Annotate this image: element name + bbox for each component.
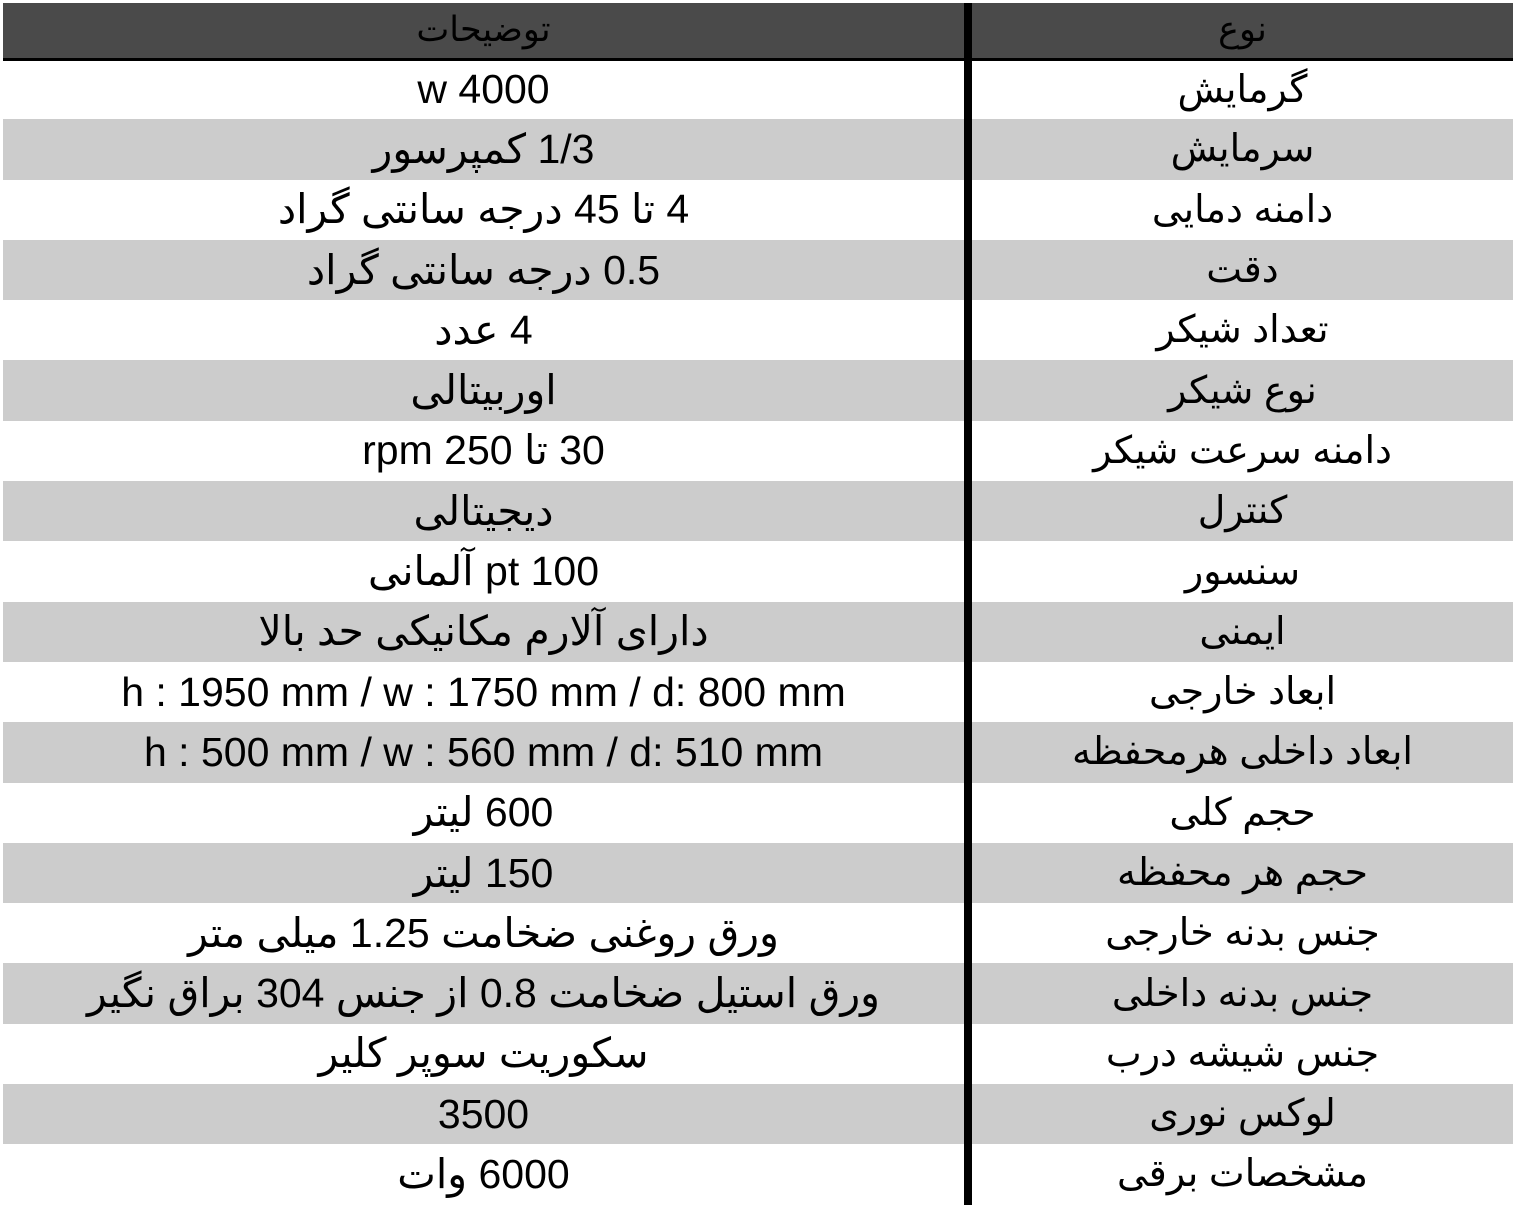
- description-cell: 4 عدد: [3, 300, 964, 360]
- table-body: [3, 59, 1513, 1205]
- description-cell: دیجیتالی: [3, 481, 964, 541]
- column-divider: [964, 903, 972, 963]
- type-cell: نوع شیکر: [972, 360, 1513, 420]
- type-cell: حجم هر محفظه: [972, 843, 1513, 903]
- column-divider: [964, 1024, 972, 1084]
- specifications-table: [3, 3, 1513, 1205]
- type-cell: حجم کلی: [972, 783, 1513, 843]
- description-cell: 6000 وات: [3, 1144, 964, 1204]
- description-cell: 4 تا 45 درجه سانتی گراد: [3, 180, 964, 240]
- description-cell: w 4000: [3, 59, 964, 119]
- column-divider: [964, 662, 972, 722]
- type-cell: جنس بدنه خارجی: [972, 903, 1513, 963]
- column-divider: [964, 1144, 972, 1204]
- description-cell: اوربیتالی: [3, 360, 964, 420]
- column-divider: [964, 240, 972, 300]
- description-cell: ورق استیل ضخامت 0.8 از جنس 304 براق نگیر: [3, 963, 964, 1023]
- column-divider: [964, 119, 972, 179]
- type-cell: سرمایش: [972, 119, 1513, 179]
- type-cell: سنسور: [972, 541, 1513, 601]
- description-cell: دارای آلارم مکانیکی حد بالا: [3, 602, 964, 662]
- table-row: [3, 119, 1513, 179]
- table-row: [3, 843, 1513, 903]
- description-cell: 30 تا 250 rpm: [3, 421, 964, 481]
- column-divider: [964, 963, 972, 1023]
- table-row: [3, 963, 1513, 1023]
- description-cell: 3500: [3, 1084, 964, 1144]
- description-cell: pt 100 آلمانی: [3, 541, 964, 601]
- table-row: [3, 421, 1513, 481]
- table-row: [3, 1024, 1513, 1084]
- type-cell: دامنه دمایی: [972, 180, 1513, 240]
- table-row: [3, 59, 1513, 119]
- description-cell: 0.5 درجه سانتی گراد: [3, 240, 964, 300]
- type-cell: مشخصات برقی: [972, 1144, 1513, 1204]
- type-cell: دقت: [972, 240, 1513, 300]
- column-divider: [964, 1084, 972, 1144]
- header-description: توضیحات: [3, 3, 964, 59]
- table-row: [3, 360, 1513, 420]
- table-row: [3, 783, 1513, 843]
- type-cell: گرمایش: [972, 59, 1513, 119]
- table-row: [3, 903, 1513, 963]
- table-header-row: [3, 3, 1513, 59]
- type-cell: تعداد شیکر: [972, 300, 1513, 360]
- column-divider: [964, 59, 972, 119]
- description-cell: 1/3 کمپرسور: [3, 119, 964, 179]
- column-divider: [964, 3, 972, 59]
- description-cell: 150 لیتر: [3, 843, 964, 903]
- table-row: [3, 541, 1513, 601]
- column-divider: [964, 843, 972, 903]
- column-divider: [964, 722, 972, 782]
- description-cell: سکوریت سوپر کلیر: [3, 1024, 964, 1084]
- column-divider: [964, 602, 972, 662]
- column-divider: [964, 481, 972, 541]
- description-cell: h : 1950 mm / w : 1750 mm / d: 800 mm: [3, 662, 964, 722]
- type-cell: دامنه سرعت شیکر: [972, 421, 1513, 481]
- table-row: [3, 722, 1513, 782]
- column-divider: [964, 180, 972, 240]
- table-row: [3, 662, 1513, 722]
- type-cell: ایمنی: [972, 602, 1513, 662]
- table-row: [3, 481, 1513, 541]
- column-divider: [964, 541, 972, 601]
- table-row: [3, 1144, 1513, 1204]
- type-cell: ابعاد خارجی: [972, 662, 1513, 722]
- type-cell: جنس شیشه درب: [972, 1024, 1513, 1084]
- type-cell: ابعاد داخلی هرمحفظه: [972, 722, 1513, 782]
- description-cell: 600 لیتر: [3, 783, 964, 843]
- column-divider: [964, 421, 972, 481]
- table-row: [3, 300, 1513, 360]
- column-divider: [964, 300, 972, 360]
- table-row: [3, 180, 1513, 240]
- type-cell: کنترل: [972, 481, 1513, 541]
- type-cell: جنس بدنه داخلی: [972, 963, 1513, 1023]
- description-cell: ورق روغنی ضخامت 1.25 میلی متر: [3, 903, 964, 963]
- type-cell: لوکس نوری: [972, 1084, 1513, 1144]
- header-type: نوع: [972, 3, 1513, 59]
- table-row: [3, 1084, 1513, 1144]
- column-divider: [964, 783, 972, 843]
- column-divider: [964, 360, 972, 420]
- description-cell: h : 500 mm / w : 560 mm / d: 510 mm: [3, 722, 964, 782]
- table-row: [3, 602, 1513, 662]
- table-row: [3, 240, 1513, 300]
